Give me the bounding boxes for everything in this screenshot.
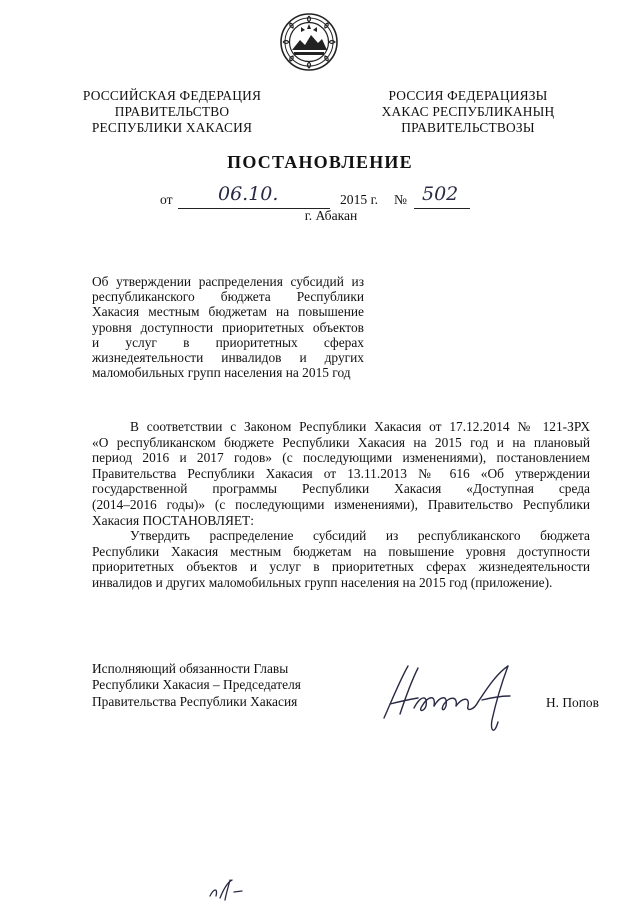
handwritten-number: 502 bbox=[422, 183, 459, 205]
body-line: (2014–2016 годы)» (с последующими изменениями), Правительство Республики bbox=[92, 496, 590, 512]
body-line: государственной программы Республики Хакасия «Доступная среда bbox=[92, 481, 590, 497]
subject-line: жизнедеятельности инвалидов и других bbox=[92, 349, 364, 365]
handwritten-signature-icon bbox=[378, 660, 538, 740]
subject-line: Хакасия местным бюджетам на повышение bbox=[92, 304, 364, 320]
body-line: инвалидов и других маломобильных групп населения на 2015 год (приложение). bbox=[92, 574, 553, 590]
subject-line: и услуг в приоритетных сферах bbox=[92, 334, 364, 350]
body-line: «О республиканском бюджете Республики Хакасия на 2015 год и на плановый bbox=[92, 434, 590, 450]
subject-line: республиканского бюджета Республики bbox=[92, 289, 364, 305]
handwritten-date: 06.10. bbox=[218, 183, 279, 205]
document-title: ПОСТАНОВЛЕНИЕ bbox=[227, 152, 413, 172]
position-line: Республики Хакасия – Председателя bbox=[92, 677, 301, 693]
position-line: Правительства Республики Хакасия bbox=[92, 693, 298, 709]
header-left-line: ПРАВИТЕЛЬСТВО bbox=[114, 104, 230, 119]
number-sign: № bbox=[394, 192, 407, 207]
body-line: Правительства Республики Хакасия от 13.11.2013 № 616 «Об утверждении bbox=[92, 465, 590, 481]
header-right-line: ХАКАС РЕСПУБЛИКАНЫҢ bbox=[381, 104, 555, 119]
header-right bbox=[358, 88, 578, 136]
header-right-line: РОССИЯ ФЕДЕРАЦИЯЗЫ bbox=[388, 88, 548, 103]
position-line: Исполняющий обязанности Главы bbox=[92, 661, 289, 676]
subject-line: маломобильных групп населения на 2015 год bbox=[92, 365, 351, 381]
subject-block bbox=[92, 274, 364, 380]
body-line: В соответствии с Законом Республики Хакасия от 17.12.2014 № 121-ЗРХ bbox=[130, 419, 590, 434]
body-line: период 2016 и 2017 годов» (с последующими изменениями), постановлением bbox=[92, 450, 590, 466]
header-left-line: РЕСПУБЛИКИ ХАКАСИЯ bbox=[91, 120, 253, 135]
from-label: от bbox=[160, 192, 173, 207]
coat-of-arms-emblem-icon bbox=[278, 10, 340, 74]
subject-line: Об утверждении распределения субсидий из bbox=[92, 274, 364, 289]
body-text bbox=[92, 419, 590, 591]
handwritten-page-mark-icon bbox=[208, 878, 248, 902]
city-label: г. Абакан bbox=[304, 208, 358, 223]
header-right-line: ПРАВИТЕЛЬСТВОЗЫ bbox=[401, 120, 535, 135]
subject-line: уровня доступности приоритетных объектов bbox=[92, 319, 364, 335]
signer-name: Н. Попов bbox=[546, 695, 599, 710]
body-line: приоритетных объектов и услуг в приоритетных сферах жизнедеятельности bbox=[92, 559, 590, 575]
year-text: 2015 г. bbox=[340, 192, 379, 207]
body-line: Хакасия ПОСТАНОВЛЯЕТ: bbox=[92, 512, 254, 528]
body-line: Республики Хакасия местным бюджетам на повышение уровня доступности bbox=[92, 543, 590, 559]
header-left bbox=[62, 88, 282, 136]
body-line: Утвердить распределение субсидий из республиканского бюджета bbox=[130, 528, 590, 544]
header-left-line: РОССИЙСКАЯ ФЕДЕРАЦИЯ bbox=[82, 88, 262, 103]
signatory-position bbox=[92, 661, 301, 710]
